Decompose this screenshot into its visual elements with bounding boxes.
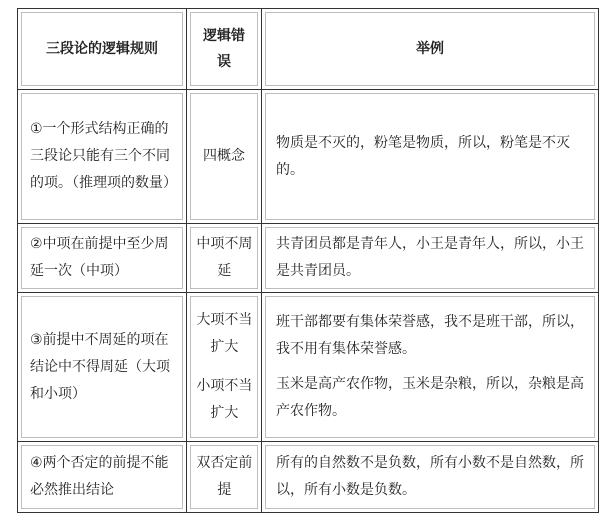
table-row xyxy=(18,90,599,224)
syllogism-rules-table xyxy=(17,8,599,513)
header-example: 举例 xyxy=(416,41,444,57)
error-text: 小项不当扩大 xyxy=(196,378,253,421)
rule-cell xyxy=(18,442,187,513)
error-cell xyxy=(187,90,262,224)
rule-text: ③前提中不周延的项在结论中不得周延（大项和小项） xyxy=(30,331,170,402)
error-text: 大项不当扩大 xyxy=(196,312,253,355)
example-cell xyxy=(262,293,599,442)
example-text: 玉米是高产农作物，玉米是杂粮，所以，杂粮是高产农作物。 xyxy=(276,376,584,419)
rule-text: ②中项在前提中至少周延一次（中项） xyxy=(30,236,169,279)
example-cell xyxy=(262,442,599,513)
error-text: 中项不周延 xyxy=(196,236,253,279)
rule-text: ④两个否定的前提不能必然推出结论 xyxy=(30,455,169,498)
rule-cell xyxy=(18,293,187,442)
header-rule: 三段论的逻辑规则 xyxy=(46,41,158,57)
example-text: 共青团员都是青年人，小王是青年人，所以，小王是共青团员。 xyxy=(276,236,584,279)
table-row xyxy=(18,293,599,442)
example-text: 所有的自然数不是负数，所有小数不是自然数，所以，所有小数是负数。 xyxy=(276,455,584,498)
error-cell xyxy=(187,224,262,293)
error-cell xyxy=(187,442,262,513)
header-rule-cell xyxy=(18,9,187,90)
table-row xyxy=(18,442,599,513)
example-text: 物质是不灭的，粉笔是物质，所以，粉笔是不灭的。 xyxy=(276,134,570,178)
table-row xyxy=(18,224,599,293)
table-header-row xyxy=(18,9,599,90)
example-cell xyxy=(262,90,599,224)
error-text: 双否定前提 xyxy=(196,455,253,498)
header-error-cell xyxy=(187,9,262,90)
header-example-cell xyxy=(262,9,599,90)
rule-text: ①一个形式结构正确的三段论只能有三个不同的项。（推理项的数量） xyxy=(30,121,177,191)
error-cell xyxy=(187,293,262,442)
example-text: 班干部都要有集体荣誉感，我不是班干部，所以，我不用有集体荣誉感。 xyxy=(276,314,584,357)
example-cell xyxy=(262,224,599,293)
rule-cell xyxy=(18,90,187,224)
error-text: 四概念 xyxy=(203,148,245,164)
rule-cell xyxy=(18,224,187,293)
header-error: 逻辑错误 xyxy=(203,28,245,70)
